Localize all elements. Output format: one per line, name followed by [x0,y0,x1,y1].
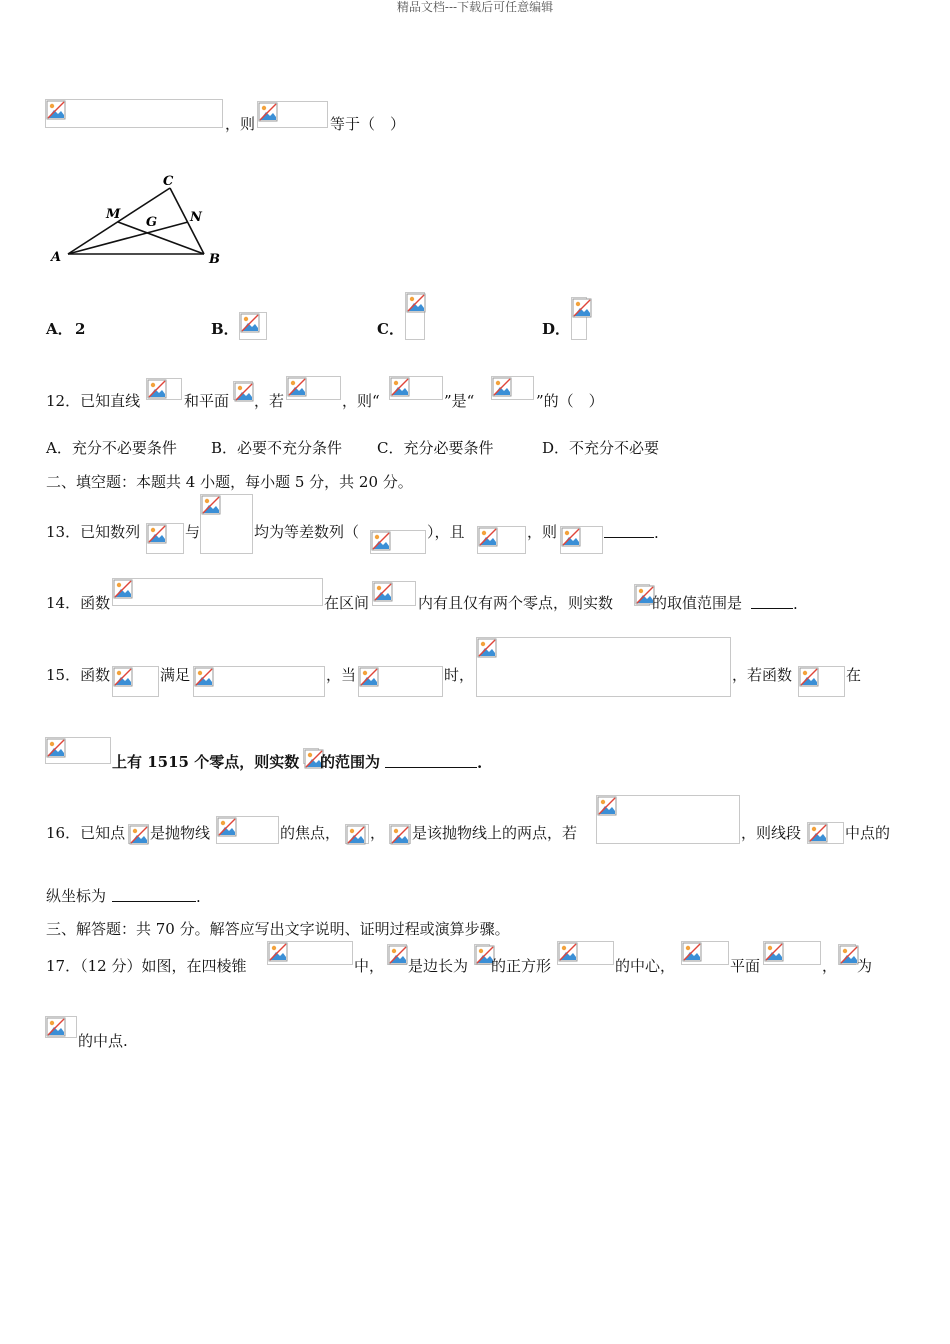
formula-image [634,584,650,606]
formula-image [303,748,319,764]
broken-image-icon [839,945,859,965]
formula-image [477,526,526,554]
text-fragment: . [793,595,798,613]
point-label-c: C [163,174,174,189]
formula-image [358,666,443,697]
text-fragment: ， [822,957,838,975]
point-label-g: G [146,215,158,230]
option-c: C．充分必要条件 [377,439,494,457]
broken-image-icon [201,495,221,515]
formula-image [571,297,587,340]
formula-image [345,824,369,844]
broken-image-icon [46,100,66,120]
broken-image-icon [478,527,498,547]
formula-image [193,666,325,697]
formula-image [491,376,534,400]
question-16-start: 16．已知点 [46,824,126,842]
text-fragment: 中， [354,957,385,975]
option-c-label: C． [377,320,404,338]
text-fragment: ，当 [326,666,357,684]
text-fragment: 时， [444,666,475,684]
text-fragment: 的中点. [78,1032,128,1050]
broken-image-icon [147,379,167,399]
text-fragment: ，则“ [342,392,380,410]
answer-blank [112,887,201,906]
text-fragment: 的焦点， [280,824,341,842]
text-fragment: 的范围为 [320,753,381,771]
formula-image [239,312,267,340]
text-fragment: 内有且仅有两个零点，则实数 [418,594,614,612]
broken-image-icon [194,667,214,687]
broken-image-icon [808,823,828,843]
broken-image-icon [346,825,366,845]
option-a: A．充分不必要条件 [46,439,177,457]
text-fragment: ，则线段 [741,824,802,842]
broken-image-icon [46,738,66,758]
formula-image [128,824,149,844]
formula-image [838,944,856,965]
broken-image-icon [492,377,512,397]
text-fragment: . [654,524,659,542]
broken-image-icon [217,817,237,837]
formula-image [560,526,603,554]
broken-image-icon [371,531,391,551]
broken-image-icon [359,667,379,687]
formula-image [45,99,223,128]
section-heading: 二、填空题：本题共 4 小题，每小题 5 分，共 20 分。 [46,473,413,491]
formula-image [681,941,729,965]
text-fragment: 在 [846,666,862,684]
option-a-label: A． [46,320,73,338]
broken-image-icon [477,638,497,658]
point-label-n: N [190,210,202,225]
broken-image-icon [258,102,278,122]
broken-image-icon [390,377,410,397]
text-fragment: . [196,888,201,906]
text-fragment: 中点的 [845,824,891,842]
formula-image [45,737,111,764]
text-fragment: 在区间 [324,594,370,612]
broken-image-icon [268,942,288,962]
option-b: B．必要不充分条件 [211,439,343,457]
question-12-start: 12．已知直线 [46,392,141,410]
text-fragment: 是该抛物线上的两点，若 [412,824,578,842]
formula-image [476,637,731,697]
broken-image-icon [682,942,702,962]
formula-image [233,381,253,400]
text-fragment: 与 [185,523,201,541]
text-fragment: 上有 1515 个零点，则实数 [112,753,300,771]
broken-image-icon [147,524,167,544]
formula-image [200,494,253,554]
formula-image [763,941,821,965]
text-fragment: ”是“ [444,392,475,410]
text-fragment: 纵坐标为 [46,887,107,905]
point-label-b: B [209,252,220,267]
broken-image-icon [390,825,410,845]
option-a-value: 2 [75,320,86,338]
point-label-a: A [51,250,62,265]
question-17-start: 17．（12 分）如图，在四棱锥 [46,957,247,975]
formula-image [798,666,845,697]
text-fragment: ， [370,824,386,842]
point-label-m: M [106,207,121,222]
formula-image [372,581,416,606]
broken-image-icon [113,667,133,687]
formula-image [389,376,443,400]
broken-image-icon [113,579,133,599]
formula-image [146,378,182,400]
text-fragment: 平面 [730,957,761,975]
page-header: 精品文档---下载后可任意编辑 [396,0,554,14]
formula-image [807,822,844,844]
text-fragment: 是边长为 [408,957,469,975]
text-fragment: ”的（ ） [536,392,604,410]
formula-image [146,523,184,554]
broken-image-icon [129,825,149,845]
formula-image [389,824,411,844]
broken-image-icon [561,527,581,547]
text-fragment: ，则 [527,523,558,541]
text-fragment: ），且 [427,523,465,541]
option-d-label: D． [542,320,571,338]
broken-image-icon [240,313,260,333]
option-d: D．不充分不必要 [542,439,660,457]
formula-image [112,666,159,697]
broken-image-icon [572,298,592,318]
text-fragment: 为 [857,957,873,975]
text-fragment: . [477,754,483,772]
option-b-label: B． [211,320,239,338]
broken-image-icon [406,293,426,313]
question-14-start: 14．函数 [46,594,111,612]
answer-blank [751,594,798,613]
broken-image-icon [799,667,819,687]
formula-image [387,944,407,965]
broken-image-icon [373,582,393,602]
triangle-figure [48,170,228,270]
section-heading: 三、解答题：共 70 分。解答应写出文字说明、证明过程或演算步骤。 [46,920,510,938]
broken-image-icon [46,1017,66,1037]
text-fragment: 满足 [160,666,191,684]
broken-image-icon [597,796,617,816]
text-fragment: ，若函数 [732,666,793,684]
text-fragment: 的取值范围是 [652,594,743,612]
text-fragment: ，若 [254,392,285,410]
formula-image [112,578,323,606]
text-fragment: 和平面 [184,392,230,410]
text-fragment: 的中心， [615,957,676,975]
formula-image [45,1016,77,1038]
formula-image [557,941,614,965]
answer-blank [604,523,659,542]
question-15-start: 15．函数 [46,666,111,684]
text-fragment: ，则 [225,115,256,133]
broken-image-icon [558,942,578,962]
broken-image-icon [287,377,307,397]
text-fragment: 等于（ ） [330,115,406,133]
text-fragment: 均为等差数列（ [254,523,360,541]
formula-image [474,944,490,965]
formula-image [596,795,740,844]
formula-image [267,941,353,965]
broken-image-icon [388,945,408,965]
text-fragment: 的正方形 [491,957,552,975]
broken-image-icon [234,382,254,402]
formula-image [405,292,425,340]
formula-image [257,101,328,128]
formula-image [370,530,426,554]
broken-image-icon [764,942,784,962]
formula-image [286,376,341,400]
question-13-start: 13．已知数列 [46,523,141,541]
text-fragment: 是抛物线 [150,824,211,842]
formula-image [216,816,279,844]
answer-blank [385,753,482,772]
